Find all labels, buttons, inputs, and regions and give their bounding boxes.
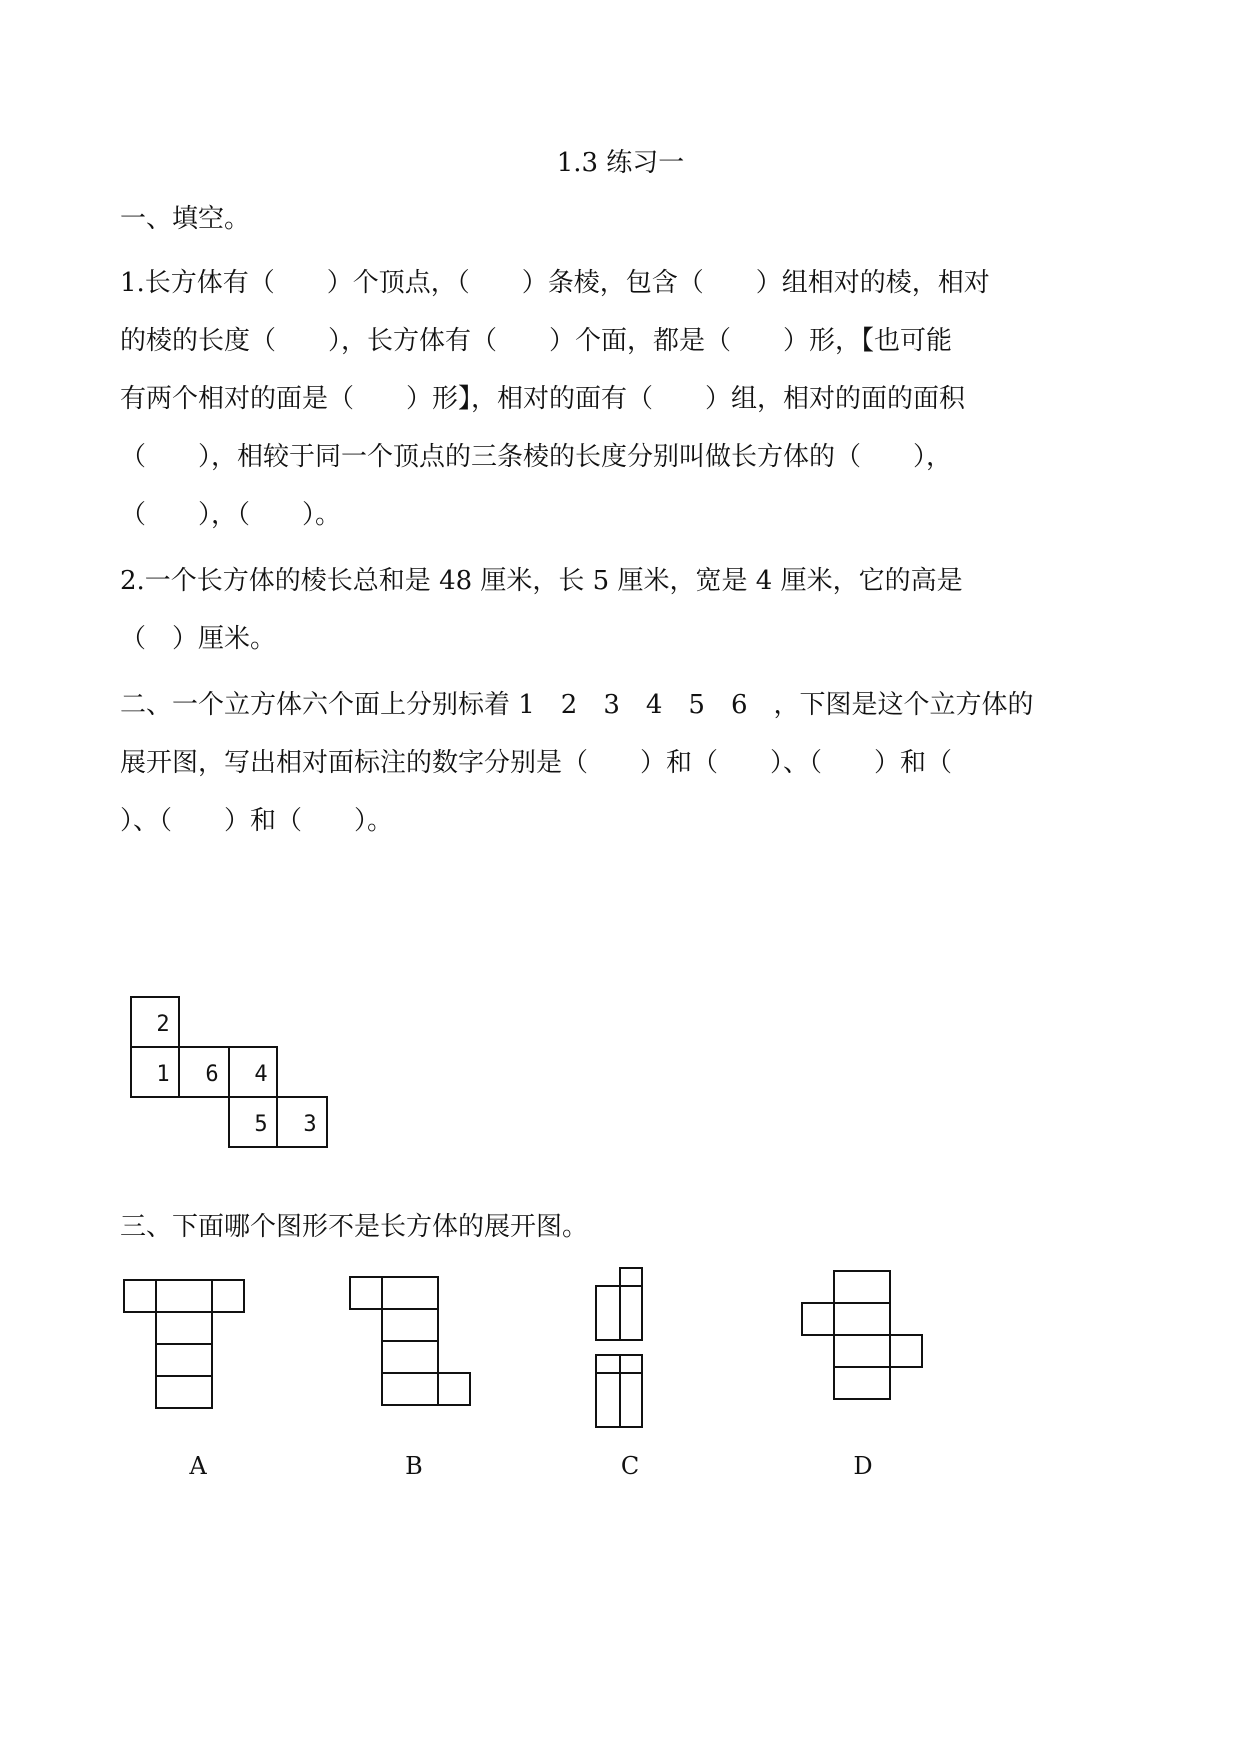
page-title: 1.3 练习一 (556, 148, 685, 178)
net-face (156, 1280, 212, 1312)
net-face (834, 1271, 890, 1303)
net-face (438, 1373, 470, 1405)
net-face (802, 1303, 834, 1335)
net-number: 3 (303, 1112, 317, 1137)
net-face (156, 1344, 212, 1376)
net-face (834, 1335, 890, 1367)
section3-heading: 三、下面哪个图形不是长方体的展开图。 (120, 1212, 589, 1242)
net-number: 2 (156, 1012, 170, 1037)
q1-line-2: 的棱的长度（ ），长方体有（ ）个面，都是（ ）形，【也可能 (120, 326, 953, 356)
option-c-label: C (620, 1452, 640, 1480)
option-d-net (802, 1271, 922, 1399)
q1-line-5: （ ），（ ）。 (120, 500, 342, 530)
net-cell (277, 1097, 327, 1147)
net-cell (131, 1047, 179, 1097)
net-face (620, 1286, 642, 1340)
net-face (124, 1280, 156, 1312)
net-cell (179, 1047, 229, 1097)
q2-line-2: （ ）厘米。 (120, 624, 277, 654)
net-face (834, 1303, 890, 1335)
net-cell (131, 997, 179, 1047)
section2-line-1: 二、一个立方体六个面上分别标着 1 2 3 4 5 6 ，下图是这个立方体的 (120, 690, 1034, 720)
option-b-label: B (405, 1452, 423, 1480)
option-d-label: D (853, 1452, 873, 1480)
option-a-label: A (189, 1452, 207, 1480)
net-face (620, 1268, 642, 1286)
net-face (596, 1355, 620, 1373)
net-face (350, 1277, 382, 1309)
net-face (156, 1312, 212, 1344)
net-cell (229, 1097, 277, 1147)
section2-line-2: 展开图，写出相对面标注的数字分别是（ ）和（ ）、（ ）和（ (120, 748, 953, 778)
net-face (596, 1373, 620, 1427)
net-face (382, 1373, 438, 1405)
net-face (620, 1373, 642, 1427)
option-a-net (124, 1280, 244, 1408)
section1-heading: 一、填空。 (120, 204, 251, 234)
option-c-net (596, 1268, 642, 1427)
net-face (382, 1277, 438, 1309)
option-b-net (350, 1277, 470, 1405)
q1-line-4: （ ），相较于同一个顶点的三条棱的长度分别叫做长方体的（ ）， (120, 442, 953, 472)
q2-line-1: 2.一个长方体的棱长总和是 48 厘米，长 5 厘米，宽是 4 厘米，它的高是 (120, 566, 963, 596)
net-cell (229, 1047, 277, 1097)
net-face (382, 1309, 438, 1341)
net-number: 1 (156, 1062, 170, 1087)
q1-line-3: 有两个相对的面是（ ）形】，相对的面有（ ）组，相对的面的面积 (120, 384, 966, 414)
net-face (382, 1341, 438, 1373)
net-number: 5 (254, 1112, 268, 1137)
net-number: 6 (205, 1062, 219, 1087)
q1-line-1: 1.长方体有（ ）个顶点，（ ）条棱，包含（ ）组相对的棱，相对 (120, 268, 990, 298)
net-face (596, 1286, 620, 1340)
net-face (620, 1355, 642, 1373)
net-face (212, 1280, 244, 1312)
net-face (834, 1367, 890, 1399)
net-number: 4 (254, 1062, 268, 1087)
net-face (890, 1335, 922, 1367)
net-face (156, 1376, 212, 1408)
section2-line-3: ）、（ ）和（ ）。 (120, 806, 394, 836)
